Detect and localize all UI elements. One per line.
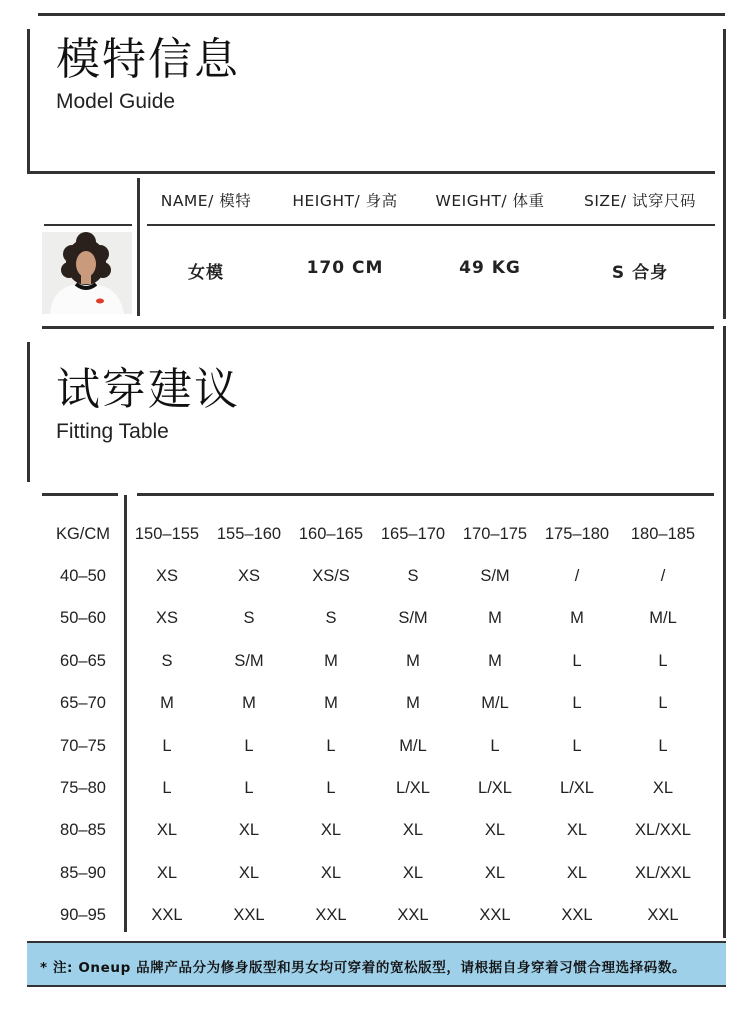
note-text: * 注: Oneup 品牌产品分为修身版型和男女均可穿着的宽松版型，请根据自身穿着习惯合理选择码数。: [40, 960, 687, 976]
size-cell: M: [324, 694, 338, 713]
size-cell: XL: [484, 821, 506, 840]
size-cell: M: [406, 694, 420, 713]
weight-range-label: 60–65: [60, 651, 106, 670]
model-value-name: 女模: [188, 263, 224, 283]
size-cell: XXL: [647, 906, 679, 925]
height-range-header: 170–175: [462, 524, 528, 543]
height-range-header: 175–180: [544, 524, 610, 543]
model-value-height: 170 CM: [306, 258, 384, 278]
table-top-line-left: [42, 493, 118, 496]
weight-range-label: 75–80: [60, 779, 106, 798]
model-header-height: HEIGHT/ 身高: [292, 192, 398, 210]
weight-range-label: 90–95: [60, 906, 106, 925]
fitting-right-frame-line: [723, 326, 726, 938]
photo-column-divider: [137, 178, 140, 316]
table-row: [40, 640, 708, 682]
size-cell: L: [244, 779, 254, 798]
size-cell: L: [658, 694, 668, 713]
size-cell: XL: [156, 821, 178, 840]
size-cell: XS/S: [312, 567, 350, 586]
size-cell: XL: [484, 863, 506, 882]
weight-range-label: 70–75: [60, 736, 106, 755]
weight-range-label: 80–85: [60, 821, 106, 840]
size-cell: XL: [320, 821, 342, 840]
size-cell: XL/XXL: [635, 863, 691, 882]
size-cell: L: [572, 694, 582, 713]
note-banner: [27, 941, 726, 987]
size-cell: M: [570, 609, 584, 628]
size-cell: XL: [238, 821, 260, 840]
size-cell: XL: [402, 821, 424, 840]
left-frame-line: [27, 29, 30, 172]
table-header-row: [40, 513, 708, 555]
table-row: [40, 555, 708, 597]
table-row: [40, 895, 708, 937]
size-cell: S: [243, 609, 255, 628]
weight-range-label: 85–90: [60, 863, 106, 882]
size-cell: L: [162, 736, 172, 755]
table-corner-label: KG/CM: [55, 524, 111, 543]
table-top-line-right: [137, 493, 714, 496]
size-cell: XL: [320, 863, 342, 882]
size-cell: XXL: [561, 906, 593, 925]
size-cell: L: [162, 779, 172, 798]
size-cell: XXL: [397, 906, 429, 925]
size-cell: XS: [155, 609, 178, 628]
size-cell: S/M: [480, 567, 510, 586]
size-cell: /: [574, 567, 580, 586]
size-cell: S/M: [398, 609, 428, 628]
size-cell: XS: [155, 567, 178, 586]
model-header-underline: [147, 224, 715, 226]
size-cell: S: [161, 651, 173, 670]
size-cell: L: [326, 736, 336, 755]
model-value-size: S 合身: [611, 263, 669, 283]
fitting-table: [40, 513, 708, 937]
size-cell: XL: [566, 821, 588, 840]
size-cell: M: [242, 694, 256, 713]
fitting-section-title-cn: 试穿建议: [56, 364, 240, 415]
size-cell: XXL: [315, 906, 347, 925]
model-header-size: SIZE/ 试穿尺码: [584, 192, 696, 210]
size-cell: XXL: [479, 906, 511, 925]
size-cell: M/L: [399, 736, 427, 755]
size-cell: L: [658, 651, 668, 670]
model-section-bottom-line: [42, 326, 714, 329]
size-cell: M: [488, 651, 502, 670]
size-cell: M/L: [649, 609, 677, 628]
table-row: [40, 852, 708, 894]
size-cell: L: [244, 736, 254, 755]
size-cell: L: [572, 736, 582, 755]
size-cell: M: [324, 651, 338, 670]
weight-range-label: 65–70: [60, 694, 106, 713]
weight-range-label: 50–60: [60, 609, 106, 628]
size-cell: XL: [156, 863, 178, 882]
size-cell: L: [490, 736, 500, 755]
top-border-line: [38, 13, 725, 16]
size-cell: XL: [238, 863, 260, 882]
table-row: [40, 598, 708, 640]
height-range-header: 165–170: [380, 524, 446, 543]
size-cell: XS: [237, 567, 260, 586]
size-cell: L: [572, 651, 582, 670]
size-cell: XXL: [233, 906, 265, 925]
table-row: [40, 810, 708, 852]
size-cell: XL: [566, 863, 588, 882]
model-header-weight: WEIGHT/ 体重: [435, 192, 545, 210]
model-section-title-cn: 模特信息: [56, 34, 240, 85]
height-range-header: 180–185: [630, 524, 696, 543]
model-header-name: NAME/ 模特: [160, 192, 252, 210]
photo-top-line: [44, 224, 132, 226]
height-range-header: 160–165: [298, 524, 364, 543]
size-cell: S: [407, 567, 419, 586]
fitting-section-title-en: Fitting Table: [56, 420, 169, 443]
model-section-divider: [27, 171, 715, 174]
size-cell: M: [160, 694, 174, 713]
size-cell: /: [660, 567, 666, 586]
model-section-title-en: Model Guide: [56, 90, 176, 113]
fitting-left-frame-line: [27, 342, 30, 482]
size-cell: XXL: [151, 906, 183, 925]
size-cell: L/XL: [396, 779, 430, 798]
size-cell: XL/XXL: [635, 821, 691, 840]
size-cell: M: [406, 651, 420, 670]
table-row: [40, 683, 708, 725]
size-cell: XL: [402, 863, 424, 882]
size-cell: L: [326, 779, 336, 798]
weight-range-label: 40–50: [60, 567, 106, 586]
size-cell: S/M: [234, 651, 264, 670]
table-row: [40, 725, 708, 767]
model-photo-image: [42, 232, 132, 314]
right-frame-line: [723, 29, 726, 319]
table-row: [40, 767, 708, 809]
size-cell: L/XL: [478, 779, 512, 798]
height-range-header: 155–160: [216, 524, 282, 543]
model-photo: [42, 232, 132, 314]
size-cell: M/L: [481, 694, 509, 713]
size-cell: XL: [652, 779, 674, 798]
size-cell: L: [658, 736, 668, 755]
model-value-weight: 49 KG: [459, 258, 521, 278]
height-range-header: 150–155: [134, 524, 200, 543]
size-cell: M: [488, 609, 502, 628]
size-cell: S: [325, 609, 337, 628]
size-cell: L/XL: [560, 779, 594, 798]
